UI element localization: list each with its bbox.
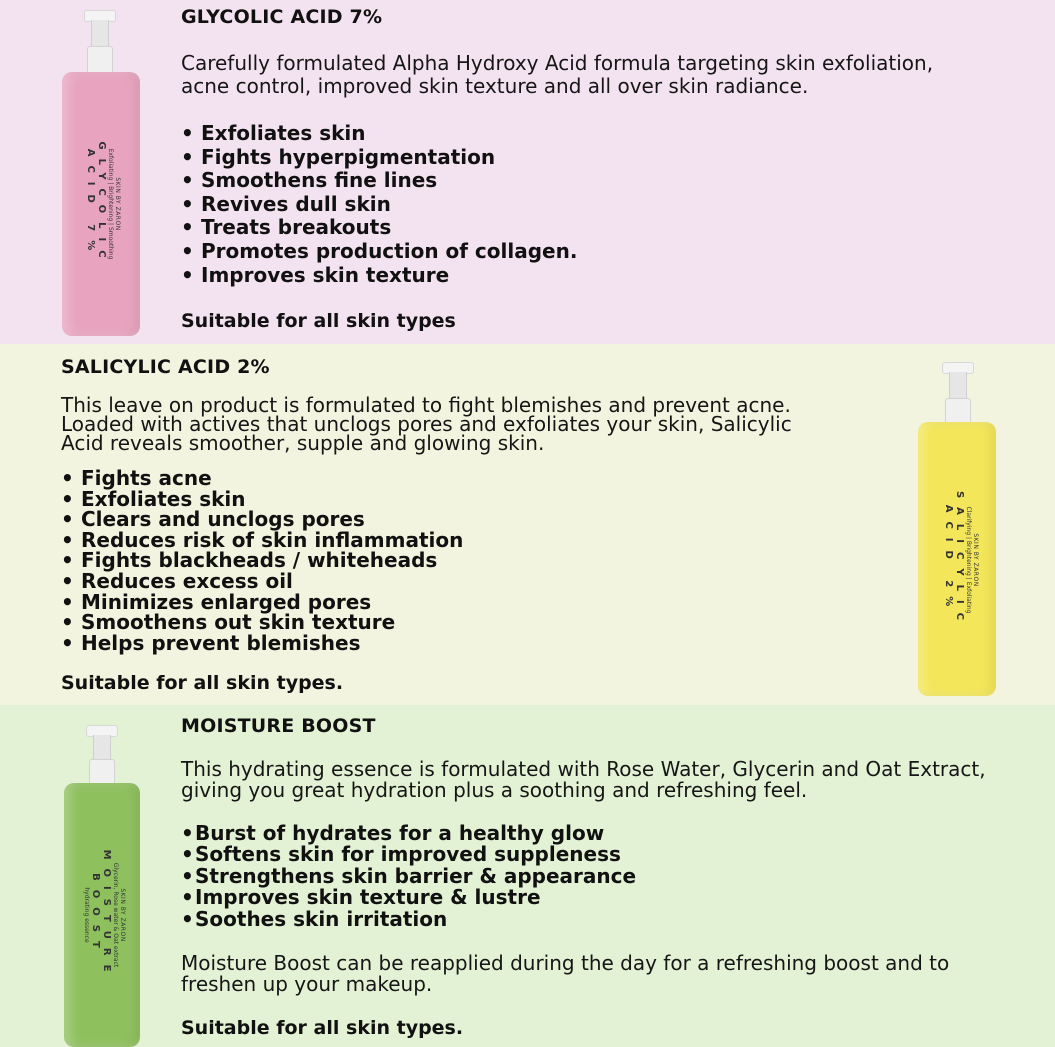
note-line: freshen up your makeup.	[181, 972, 433, 996]
glycolic-section	[0, 0, 1055, 344]
benefit-list	[61, 468, 463, 653]
moisture-bottle-image	[60, 723, 144, 1047]
bottle-brand: SKIN BY ZARON	[119, 888, 126, 942]
description-line: Carefully formulated Alpha Hydroxy Acid formula targeting skin exfoliation,	[181, 51, 934, 75]
bottle-name-line1: SALICYLIC	[954, 490, 965, 630]
product-title: SALICYLIC ACID 2%	[61, 356, 270, 378]
bottle-body	[918, 422, 996, 696]
benefit-list	[181, 122, 577, 287]
list-item: • Revives dull skin	[181, 193, 577, 217]
glycolic-bottle-image	[58, 8, 142, 338]
list-item: • Exfoliates skin	[61, 489, 463, 510]
list-item: • Fights hyperpigmentation	[181, 146, 577, 170]
bottle-brand: SKIN BY ZARON	[114, 177, 121, 231]
bottle-subtitle: hydrating essence	[83, 887, 90, 943]
product-title: GLYCOLIC ACID 7%	[181, 6, 383, 28]
list-item: • Burst of hydrates for a healthy glow	[181, 823, 636, 844]
list-item: • Smoothens out skin texture	[61, 612, 463, 633]
list-item: • Fights blackheads / whiteheads	[61, 550, 463, 571]
bottle-tagline: Exfoliating | Brightening | Smoothing	[107, 148, 114, 260]
description-line: This leave on product is formulated to fight blemishes and prevent acne.	[61, 393, 791, 417]
list-item: • Clears and unclogs pores	[61, 509, 463, 530]
skin-type-note: Suitable for all skin types.	[181, 1017, 464, 1039]
bottle-body	[64, 783, 140, 1047]
list-item: • Soothes skin irritation	[181, 909, 636, 930]
skin-type-note: Suitable for all skin types	[181, 310, 456, 332]
list-item: • Improves skin texture	[181, 264, 577, 288]
bottle-name-line1: GLYCOLIC	[96, 141, 107, 267]
description-line: acne control, improved skin texture and all over skin radiance.	[181, 74, 809, 98]
pump-icon	[914, 360, 1000, 430]
moisture-section	[0, 705, 1055, 1047]
bottle-tagline: Clarifying | Brightening | Exfoliating	[965, 506, 972, 614]
benefit-list	[181, 823, 636, 930]
description-line: This hydrating essence is formulated with Rose Water, Glycerin and Oat Extract,	[181, 757, 986, 781]
salicylic-section	[0, 344, 1055, 705]
list-item: • Strengthens skin barrier & appearance	[181, 866, 636, 887]
skin-type-note: Suitable for all skin types.	[61, 672, 344, 694]
bottle-name-line2: ACID 2%	[943, 504, 954, 616]
bottle-body	[62, 72, 140, 336]
list-item: • Softens skin for improved suppleness	[181, 844, 636, 865]
salicylic-bottle-image	[914, 360, 1000, 698]
list-item: • Reduces risk of skin inflammation	[61, 530, 463, 551]
reapply-note	[181, 953, 949, 995]
list-item: • Promotes production of collagen.	[181, 240, 577, 264]
list-item: • Exfoliates skin	[181, 122, 577, 146]
list-item: • Reduces excess oil	[61, 571, 463, 592]
product-title: MOISTURE BOOST	[181, 715, 376, 737]
description-line: Loaded with actives that unclogs pores and exfoliates your skin, Salicylic	[61, 412, 792, 436]
pump-icon	[60, 723, 144, 791]
description-line: giving you great hydration plus a soothing and refreshing feel.	[181, 778, 808, 802]
list-item: • Smoothens fine lines	[181, 169, 577, 193]
description-line: Acid reveals smoother, supple and glowing skin.	[61, 431, 545, 455]
bottle-name-line2: ACID 7%	[85, 148, 96, 260]
list-item: • Fights acne	[61, 468, 463, 489]
note-line: Moisture Boost can be reapplied during the day for a refreshing boost and to	[181, 951, 950, 975]
bottle-name-line1: MOISTURE	[101, 849, 112, 981]
product-description	[181, 52, 933, 98]
bottle-brand: SKIN BY ZARON	[972, 533, 979, 587]
list-item: • Helps prevent blemishes	[61, 633, 463, 654]
bottle-name-line2: BOOST	[90, 873, 101, 957]
pump-icon	[58, 8, 142, 78]
product-description	[61, 393, 792, 455]
list-item: • Improves skin texture & lustre	[181, 887, 636, 908]
list-item: • Minimizes enlarged pores	[61, 592, 463, 613]
product-description	[181, 759, 986, 801]
bottle-tagline: Glycerin, Rose water & Oat extract	[112, 862, 119, 968]
list-item: • Treats breakouts	[181, 216, 577, 240]
